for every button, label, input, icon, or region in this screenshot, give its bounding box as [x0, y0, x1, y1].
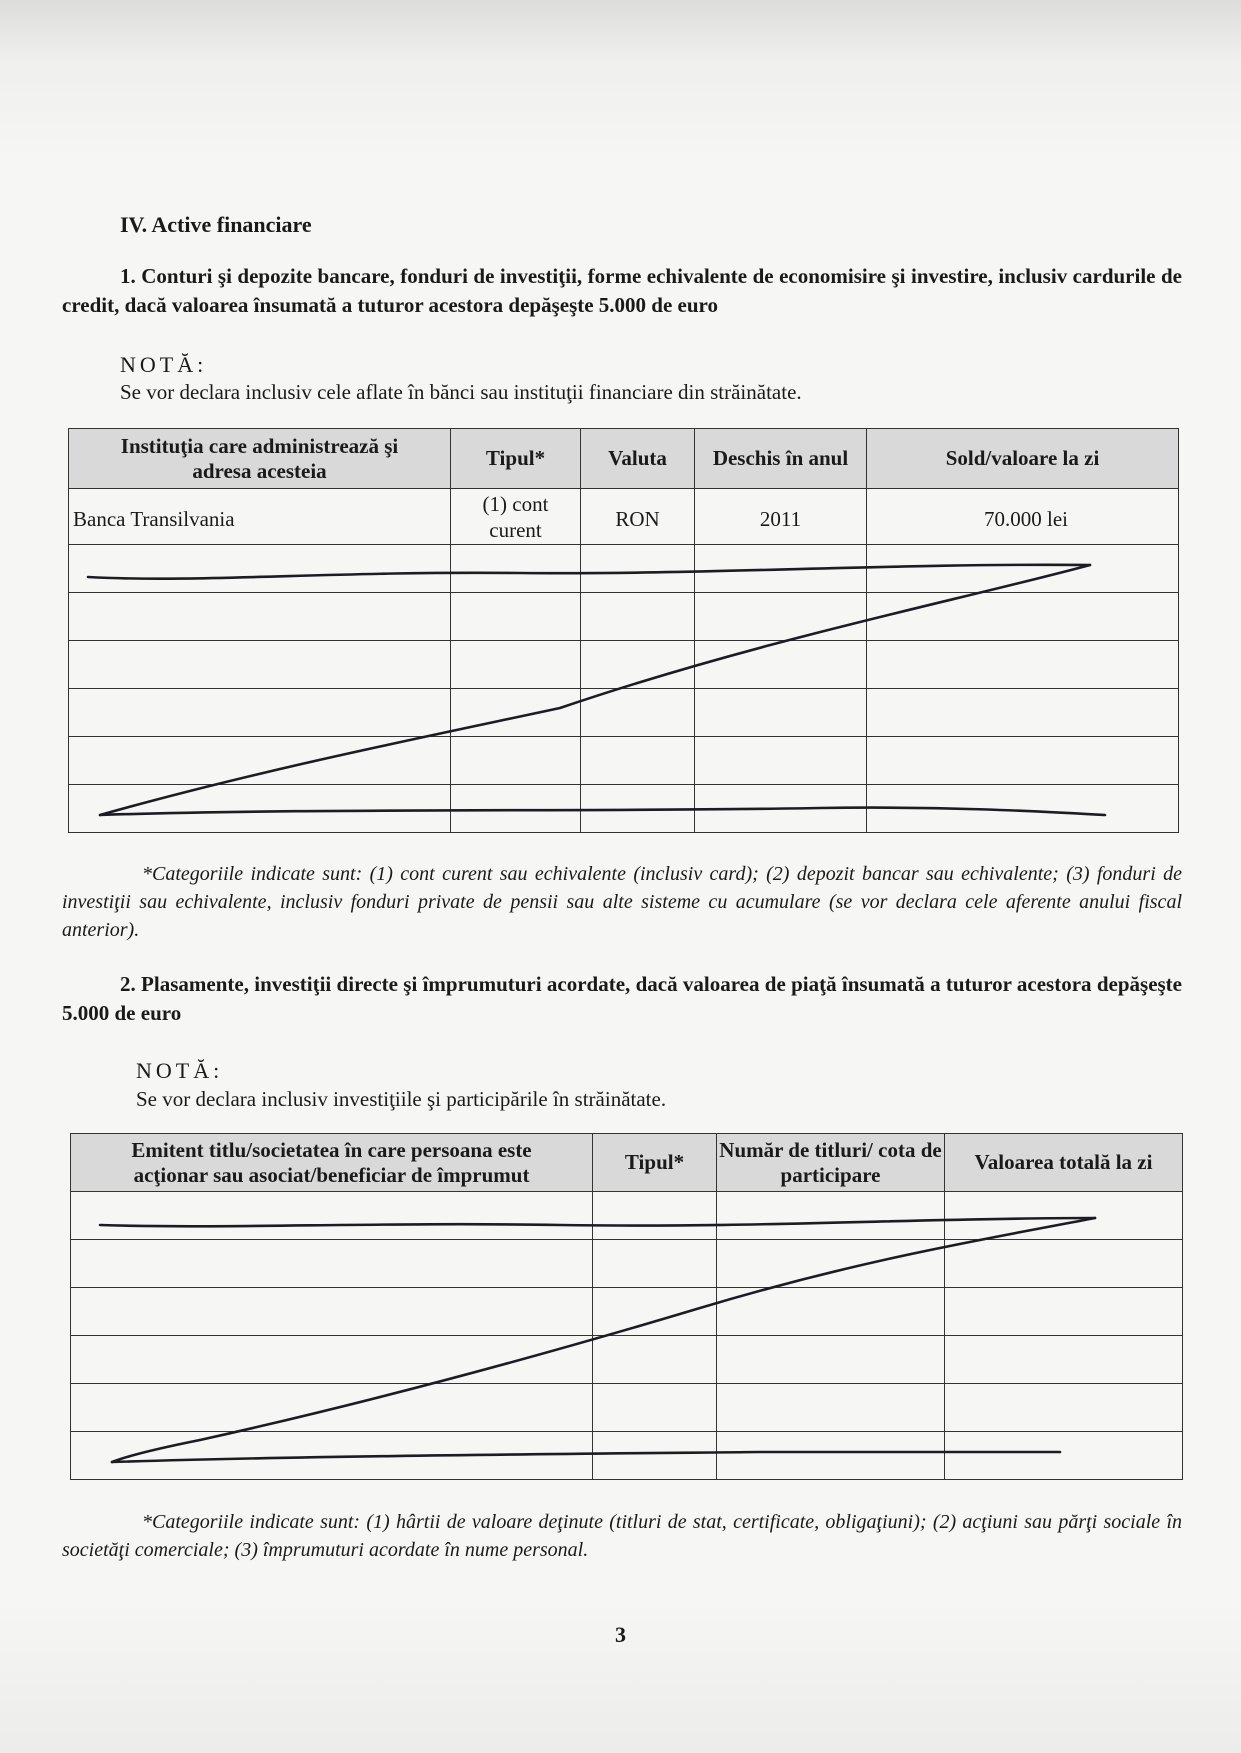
- table-row-empty: [71, 1240, 1183, 1288]
- cell-currency: RON: [581, 489, 695, 545]
- table-row-empty: [69, 785, 1179, 833]
- header-currency: Valuta: [581, 429, 695, 489]
- cell-type: (1) cont curent: [451, 489, 581, 545]
- item2-heading: [62, 970, 1182, 1028]
- table-header-row: [69, 429, 1179, 489]
- header-balance: Sold/valoare la zi: [867, 429, 1179, 489]
- item2-heading-text: 2. Plasamente, investiţii directe şi împrumuturi acordate, dacă valoarea de piaţă însumată a tuturor acestora depăşeşte 5.000 de euro: [62, 972, 1182, 1025]
- table-row-empty: [71, 1192, 1183, 1240]
- section-title: IV. Active financiare: [120, 212, 312, 237]
- accounts-table: [68, 428, 1179, 833]
- cell-year: 2011: [695, 489, 867, 545]
- page-number: 3: [615, 1622, 626, 1647]
- table-row-empty: [71, 1336, 1183, 1384]
- table-row-empty: [69, 641, 1179, 689]
- item1-nota-label: NOTĂ:: [120, 352, 208, 377]
- item1-heading-text: 1. Conturi şi depozite bancare, fonduri de investiţii, forme echivalente de economisire şi investire, inclusiv cardurile de credit, dacă valoarea însumată a tuturor acestora depăşeşte 5.000 de euro: [62, 264, 1182, 317]
- item2-nota-text: Se vor declara inclusiv investiţiile şi participările în străinătate.: [136, 1087, 667, 1111]
- header-total-value: Valoarea totală la zi: [945, 1134, 1183, 1192]
- cell-institution: Banca Transilvania: [69, 489, 451, 545]
- table-row-empty: [71, 1384, 1183, 1432]
- table-row-empty: [69, 593, 1179, 641]
- table-row-empty: [71, 1432, 1183, 1480]
- table-header-row: [71, 1134, 1183, 1192]
- investments-table: [70, 1133, 1183, 1480]
- item1-nota-text: Se vor declara inclusiv cele aflate în bănci sau instituţii financiare din străinătate.: [120, 380, 802, 404]
- table-row-empty: [69, 689, 1179, 737]
- header-type: Tipul*: [593, 1134, 717, 1192]
- header-issuer: Emitent titlu/societatea în care persoana este acţionar sau asociat/beneficiar de împrumut: [71, 1134, 593, 1192]
- table-row-empty: [69, 737, 1179, 785]
- item2-footnote-text: *Categoriile indicate sunt: (1) hârtii de valoare deţinute (titluri de stat, certificate, obligaţiuni); (2) acţiuni sau părţi sociale în societăţi comerciale; (3) împrumuturi acordate în nume personal.: [62, 1511, 1182, 1561]
- item1-footnote-text: *Categoriile indicate sunt: (1) cont curent sau echivalente (inclusiv card); (2) depozit bancar sau echivalente; (3) fonduri de investiţii sau echivalente, inclusiv fonduri private de pensii sau alte sisteme cu acumulare (se vor declara cele aferente anului fiscal anterior).: [62, 863, 1182, 941]
- cell-balance: 70.000 lei: [867, 489, 1179, 545]
- header-opened-year: Deschis în anul: [695, 429, 867, 489]
- table-row-empty: [69, 545, 1179, 593]
- item1-heading: [62, 262, 1182, 320]
- header-shares: Număr de titluri/ cota de participare: [717, 1134, 945, 1192]
- table-row: [69, 489, 1179, 545]
- item2-nota-label: NOTĂ:: [136, 1058, 224, 1083]
- header-type: Tipul*: [451, 429, 581, 489]
- item2-footnote: [62, 1508, 1182, 1564]
- item1-footnote: [62, 860, 1182, 944]
- table-row-empty: [71, 1288, 1183, 1336]
- header-institution: Instituţia care administrează şi adresa acesteia: [69, 429, 451, 489]
